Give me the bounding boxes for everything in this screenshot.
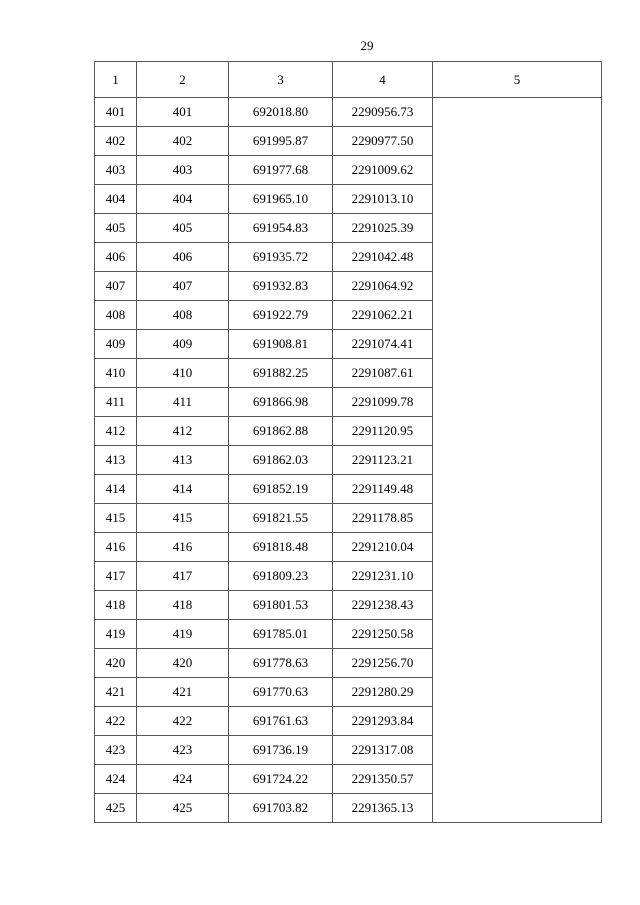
- table-cell-col-4: 2291280.29: [333, 678, 433, 707]
- table-cell-col-3: 691922.79: [229, 301, 333, 330]
- table-cell-col-4: 2291099.78: [333, 388, 433, 417]
- table-cell-col-2: 416: [137, 533, 229, 562]
- table-cell-col-3: 691724.22: [229, 765, 333, 794]
- table-cell-col-2: 415: [137, 504, 229, 533]
- table-cell-col-4: 2291074.41: [333, 330, 433, 359]
- table-cell-col-3: 691977.68: [229, 156, 333, 185]
- table-cell-col-3: 691882.25: [229, 359, 333, 388]
- table-cell-col-1: 420: [95, 649, 137, 678]
- table-cell-col-4: 2291210.04: [333, 533, 433, 562]
- header-cell-2: 2: [137, 62, 229, 98]
- table-cell-col-2: 407: [137, 272, 229, 301]
- table-cell-col-1: 414: [95, 475, 137, 504]
- table-cell-col-2: 423: [137, 736, 229, 765]
- table-cell-col-4: 2291231.10: [333, 562, 433, 591]
- table-cell-col-1: 411: [95, 388, 137, 417]
- table-cell-col-4: 2291009.62: [333, 156, 433, 185]
- table-cell-col-2: 408: [137, 301, 229, 330]
- table-cell-col-1: 406: [95, 243, 137, 272]
- table-cell-col-4: 2291120.95: [333, 417, 433, 446]
- table-cell-col-4: 2291293.84: [333, 707, 433, 736]
- table-cell-col-1: 421: [95, 678, 137, 707]
- table-cell-col-2: 424: [137, 765, 229, 794]
- table-cell-col-1: 401: [95, 98, 137, 127]
- header-cell-5: 5: [433, 62, 602, 98]
- table-cell-col-1: 417: [95, 562, 137, 591]
- table-cell-col-1: 423: [95, 736, 137, 765]
- table-cell-col-1: 410: [95, 359, 137, 388]
- table-cell-col-4: 2291317.08: [333, 736, 433, 765]
- table-cell-col-3: 691785.01: [229, 620, 333, 649]
- page-number: [0, 38, 640, 54]
- table-cell-col-2: 405: [137, 214, 229, 243]
- header-cell-1: 1: [95, 62, 137, 98]
- table-cell-col-3: 691862.03: [229, 446, 333, 475]
- table-cell-col-2: 417: [137, 562, 229, 591]
- table-row: [95, 98, 602, 127]
- table-cell-col-4: 2291123.21: [333, 446, 433, 475]
- table-cell-col-2: 411: [137, 388, 229, 417]
- table-cell-col-3: 691852.19: [229, 475, 333, 504]
- table-cell-col-2: 413: [137, 446, 229, 475]
- table-cell-col-3: 691821.55: [229, 504, 333, 533]
- table-cell-col-1: 402: [95, 127, 137, 156]
- table-cell-col-3: 691809.23: [229, 562, 333, 591]
- header-cell-3: 3: [229, 62, 333, 98]
- table-cell-col-3: 691801.53: [229, 591, 333, 620]
- table-cell-col-2: 402: [137, 127, 229, 156]
- table-cell-col-1: 425: [95, 794, 137, 823]
- table-cell-col-4: 2291087.61: [333, 359, 433, 388]
- table-cell-col-4: 2291062.21: [333, 301, 433, 330]
- table-cell-col-2: 421: [137, 678, 229, 707]
- table-cell-col-4: 2291042.48: [333, 243, 433, 272]
- table-cell-col-1: 409: [95, 330, 137, 359]
- table-cell-col-3: 691778.63: [229, 649, 333, 678]
- table-cell-col-2: 401: [137, 98, 229, 127]
- table-cell-col-3: 691935.72: [229, 243, 333, 272]
- table-cell-col-2: 409: [137, 330, 229, 359]
- table-cell-col-4: 2291064.92: [333, 272, 433, 301]
- table-cell-col-4: 2291178.85: [333, 504, 433, 533]
- table-header: [95, 62, 602, 98]
- table-cell-col-4: 2291013.10: [333, 185, 433, 214]
- table-cell-col-2: 425: [137, 794, 229, 823]
- table-cell-col-2: 414: [137, 475, 229, 504]
- table-cell-col-4: 2291256.70: [333, 649, 433, 678]
- table-cell-col-1: 413: [95, 446, 137, 475]
- table-cell-col-1: 407: [95, 272, 137, 301]
- table-cell-col-1: 405: [95, 214, 137, 243]
- table-cell-col-3: 691866.98: [229, 388, 333, 417]
- table-cell-col-3: 691736.19: [229, 736, 333, 765]
- table-cell-col-1: 415: [95, 504, 137, 533]
- table-cell-col-3: 691954.83: [229, 214, 333, 243]
- table-cell-col-2: 418: [137, 591, 229, 620]
- table-cell-col-3: 691703.82: [229, 794, 333, 823]
- table-cell-col-2: 410: [137, 359, 229, 388]
- table-body: [95, 98, 602, 823]
- table-cell-col-4: 2291238.43: [333, 591, 433, 620]
- notes-column-cell: [433, 98, 602, 823]
- table-cell-col-1: 424: [95, 765, 137, 794]
- table-cell-col-3: 692018.80: [229, 98, 333, 127]
- table-cell-col-4: 2291025.39: [333, 214, 433, 243]
- table-cell-col-2: 404: [137, 185, 229, 214]
- table-cell-col-4: 2290977.50: [333, 127, 433, 156]
- table-cell-col-3: 691932.83: [229, 272, 333, 301]
- table-cell-col-4: 2291149.48: [333, 475, 433, 504]
- table-cell-col-1: 412: [95, 417, 137, 446]
- table-cell-col-2: 422: [137, 707, 229, 736]
- table-cell-col-2: 412: [137, 417, 229, 446]
- table-cell-col-3: 691995.87: [229, 127, 333, 156]
- header-cell-4: 4: [333, 62, 433, 98]
- table-cell-col-2: 406: [137, 243, 229, 272]
- table-cell-col-3: 691818.48: [229, 533, 333, 562]
- table-cell-col-1: 404: [95, 185, 137, 214]
- page-number-text: 29: [360, 38, 374, 53]
- table-cell-col-1: 422: [95, 707, 137, 736]
- table-cell-col-3: 691770.63: [229, 678, 333, 707]
- table-cell-col-1: 418: [95, 591, 137, 620]
- table-cell-col-4: 2291365.13: [333, 794, 433, 823]
- table-cell-col-4: 2290956.73: [333, 98, 433, 127]
- table-cell-col-4: 2291350.57: [333, 765, 433, 794]
- header-row: [95, 62, 602, 98]
- table-cell-col-1: 403: [95, 156, 137, 185]
- table-cell-col-2: 419: [137, 620, 229, 649]
- table-cell-col-2: 403: [137, 156, 229, 185]
- table-cell-col-1: 416: [95, 533, 137, 562]
- table-cell-col-3: 691862.88: [229, 417, 333, 446]
- table-cell-col-3: 691965.10: [229, 185, 333, 214]
- table-cell-col-3: 691761.63: [229, 707, 333, 736]
- coordinates-table: [94, 61, 602, 823]
- table-cell-col-2: 420: [137, 649, 229, 678]
- table-cell-col-3: 691908.81: [229, 330, 333, 359]
- table-cell-col-1: 408: [95, 301, 137, 330]
- table-cell-col-1: 419: [95, 620, 137, 649]
- table-cell-col-4: 2291250.58: [333, 620, 433, 649]
